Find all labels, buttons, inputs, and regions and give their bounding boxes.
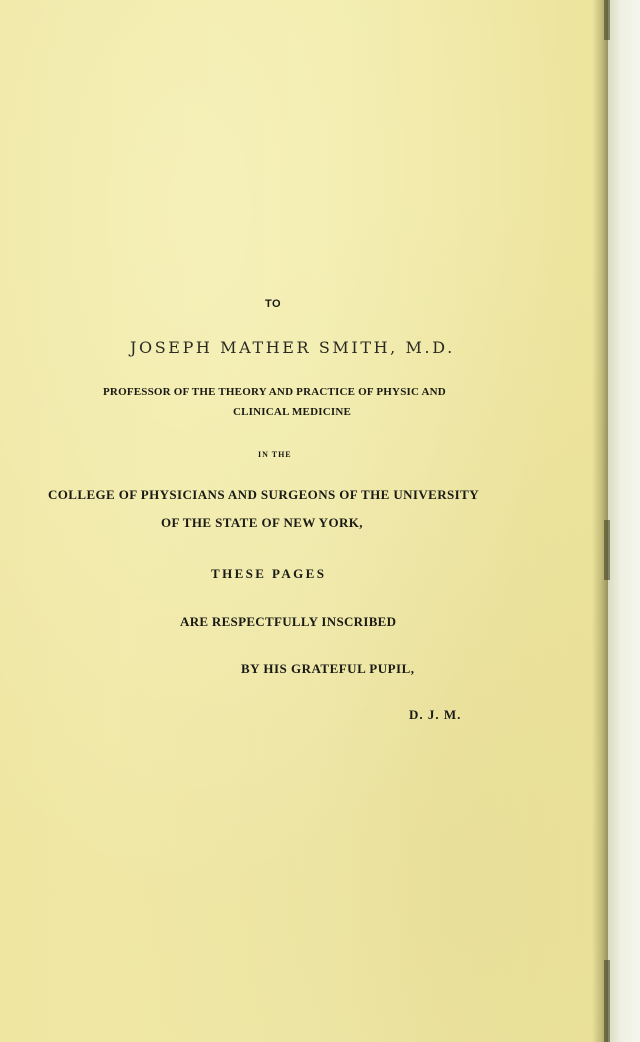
dedicatee-name: JOSEPH MATHER SMITH, M.D.: [130, 338, 455, 357]
edge-mark: [604, 520, 610, 580]
professorship-line-2: CLINICAL MEDICINE: [233, 406, 352, 418]
page-edge-strip: [608, 0, 640, 1042]
professorship-line-1: PROFESSOR OF THE THEORY AND PRACTICE OF PHYSIC AND: [103, 386, 446, 398]
edge-mark: [604, 0, 610, 40]
pupil-line: BY HIS GRATEFUL PUPIL,: [241, 661, 415, 676]
college-line-2: OF THE STATE OF NEW YORK,: [161, 515, 363, 530]
these-pages-line: THESE PAGES: [211, 566, 327, 581]
inscribed-line: ARE RESPECTFULLY INSCRIBED: [180, 614, 397, 629]
in-the-label: IN THE: [258, 450, 292, 459]
author-initials: D. J. M.: [409, 707, 462, 722]
dedication-to: TO: [264, 298, 282, 310]
college-line-1: COLLEGE OF PHYSICIANS AND SURGEONS OF THE UNIVERSITY: [48, 487, 479, 502]
edge-mark: [604, 960, 610, 1042]
